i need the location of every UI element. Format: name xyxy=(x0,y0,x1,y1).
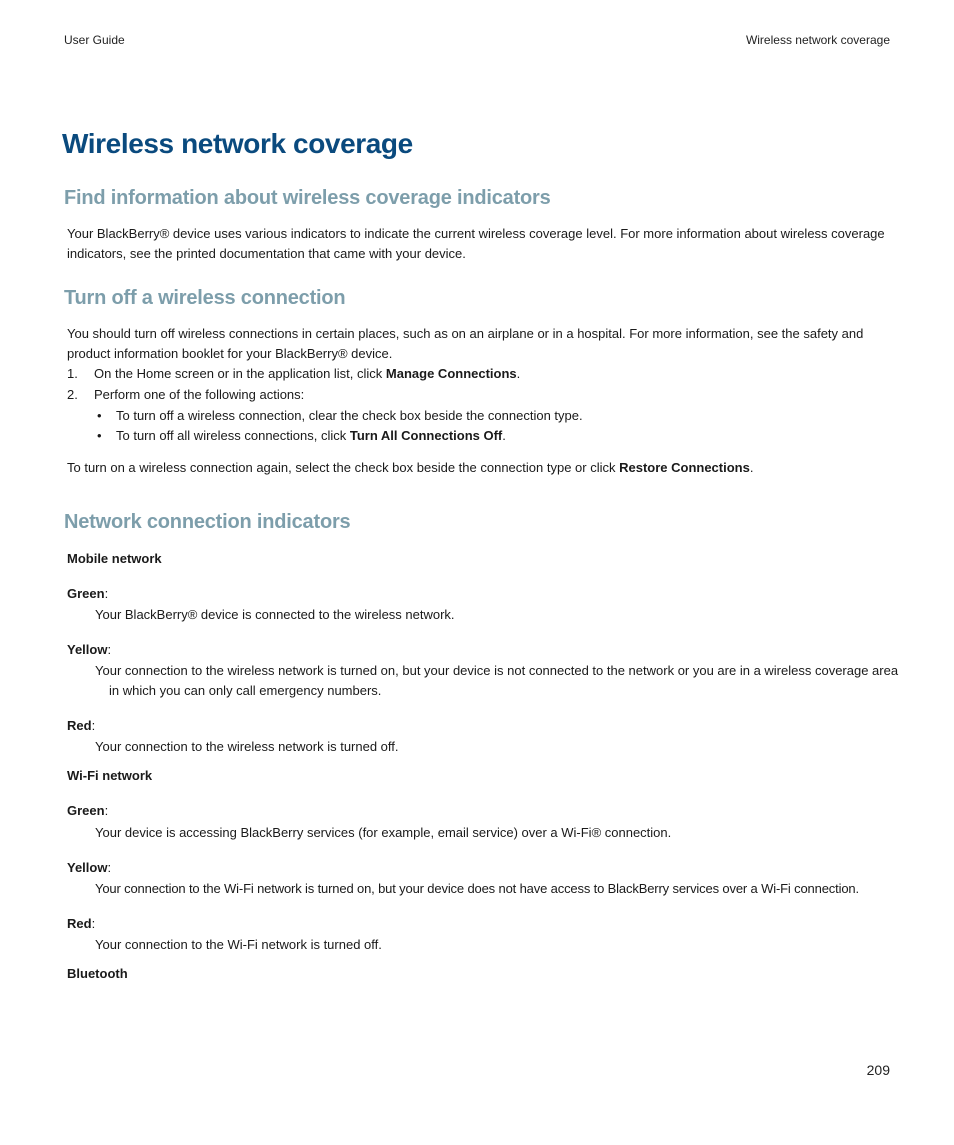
step-item xyxy=(67,364,520,384)
outro-text: To turn on a wireless connection again, select the check box beside the connection type or click xyxy=(67,460,620,475)
bullet-ui-label: Turn All Connections Off xyxy=(349,428,503,443)
term-label: Red xyxy=(67,916,92,931)
term-red xyxy=(67,716,95,736)
term-green xyxy=(67,584,108,604)
turn-on-again-paragraph xyxy=(67,458,897,478)
step-number: 1. xyxy=(67,366,78,381)
subheading-bluetooth: Bluetooth xyxy=(67,966,128,981)
term-yellow xyxy=(67,640,111,660)
turn-off-intro-paragraph: You should turn off wireless connections in certain places, such as on an airplane or in a hospital. For more information, see the safety and product information booklet for your BlackBerry® device. xyxy=(67,326,864,361)
outro-text-end: . xyxy=(749,460,754,475)
coverage-indicators-paragraph: Your BlackBerry® device uses various indicators to indicate the current wireless coverage level. For more information about wireless coverage indicators, see the printed documentation that came with your device. xyxy=(67,226,885,261)
step-text: Perform one of the following actions: xyxy=(94,387,305,402)
running-header-right: Wireless network coverage xyxy=(745,33,890,47)
term-yellow xyxy=(67,858,111,878)
bullet-text: To turn off all wireless connections, click xyxy=(116,428,350,443)
definition-mobile-red: Your connection to the wireless network is turned off. xyxy=(95,739,399,754)
step-number: 2. xyxy=(67,387,78,402)
bullet-text-end: . xyxy=(502,428,506,443)
page-number: 209 xyxy=(866,1062,890,1078)
definition-wifi-green: Your device is accessing BlackBerry services (for example, email service) over a Wi-Fi® connection. xyxy=(95,825,672,840)
section-heading-turn-off: Turn off a wireless connection xyxy=(64,287,346,309)
page-title: Wireless network coverage xyxy=(62,128,413,159)
term-colon: : xyxy=(91,718,96,733)
subheading-mobile-network: Mobile network xyxy=(67,551,162,566)
term-green xyxy=(67,801,108,821)
subheading-wifi-network: Wi-Fi network xyxy=(67,768,153,783)
running-header-left: User Guide xyxy=(64,33,125,47)
section-heading-coverage-indicators: Find information about wireless coverage indicators xyxy=(64,187,551,209)
term-colon: : xyxy=(107,860,112,875)
step-text-end: . xyxy=(516,366,521,381)
term-colon: : xyxy=(104,803,109,818)
term-label: Yellow xyxy=(67,642,108,657)
bullet-glyph: • xyxy=(97,428,102,443)
bullet-glyph: • xyxy=(97,408,102,423)
step-text: On the Home screen or in the application list, click xyxy=(94,366,386,381)
term-label: Yellow xyxy=(67,860,108,875)
definition-wifi-yellow: Your connection to the Wi-Fi network is turned on, but your device does not have access to BlackBerry services over a Wi-Fi connection. xyxy=(95,881,859,896)
term-colon: : xyxy=(91,916,96,931)
term-label: Green xyxy=(67,803,105,818)
term-colon: : xyxy=(107,642,112,657)
definition-mobile-green: Your BlackBerry® device is connected to the wireless network. xyxy=(95,607,455,622)
term-label: Green xyxy=(67,586,105,601)
bullet-item xyxy=(97,426,506,446)
bullet-item xyxy=(97,406,583,426)
step-item xyxy=(67,385,304,405)
step-ui-label: Manage Connections xyxy=(385,366,517,381)
bullet-text: To turn off a wireless connection, clear the check box beside the connection type. xyxy=(116,408,583,423)
outro-ui-label: Restore Connections xyxy=(619,460,750,475)
definition-mobile-yellow: Your connection to the wireless network is turned on, but your device is not connected to the network or you are in a wireless coverage area in which you can only call emergency numbers. xyxy=(95,663,899,698)
term-red xyxy=(67,914,95,934)
definition-wifi-red: Your connection to the Wi-Fi network is turned off. xyxy=(95,937,382,952)
term-label: Red xyxy=(67,718,92,733)
section-heading-network-indicators: Network connection indicators xyxy=(64,511,351,533)
term-colon: : xyxy=(104,586,109,601)
